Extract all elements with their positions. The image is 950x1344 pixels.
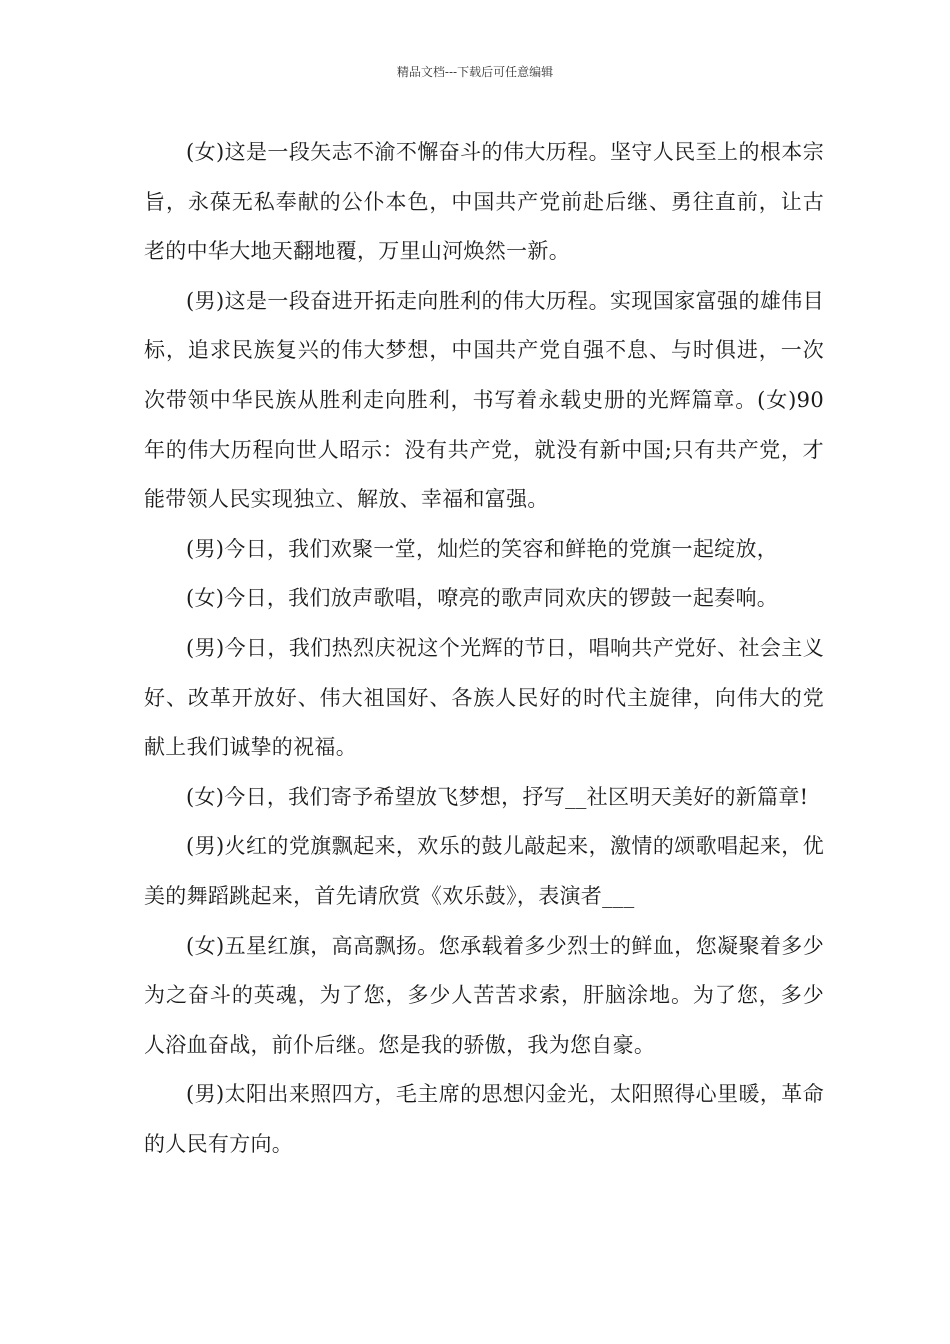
paragraph: (男)火红的党旗飘起来，欢乐的鼓儿敲起来，激情的颂歌唱起来，优美的舞蹈跳起来，首先请欣赏《欢乐鼓》，表演者___: [144, 834, 824, 908]
page-header: 精品文档---下载后可任意编辑: [396, 65, 554, 79]
paragraph: (女)五星红旗，高高飘扬。您承载着多少烈士的鲜血，您凝聚着多少为之奋斗的英魂，为了您，多少人苦苦求索，肝脑涂地。为了您，多少人浴血奋战，前仆后继。您是我的骄傲，我为您自豪。: [144, 933, 824, 1057]
paragraph: (男)太阳出来照四方，毛主席的思想闪金光，太阳照得心里暖，革命的人民有方向。: [144, 1082, 824, 1156]
document-body: [144, 128, 824, 1169]
paragraph: (女)今日，我们寄予希望放飞梦想，抒写__社区明天美好的新篇章!: [186, 784, 809, 809]
paragraph: (女)这是一段矢志不渝不懈奋斗的伟大历程。坚守人民至上的根本宗旨，永葆无私奉献的公仆本色，中国共产党前赴后继、勇往直前，让古老的中华大地天翻地覆，万里山河焕然一新。: [144, 140, 824, 264]
paragraph: (男)这是一段奋进开拓走向胜利的伟大历程。实现国家富强的雄伟目标，追求民族复兴的伟大梦想，中国共产党自强不息、与时俱进，一次次带领中华民族从胜利走向胜利，书写着永载史册的光辉篇章。(女)90年的伟大历程向世人昭示：没有共产党，就没有新中国;只有共产党，才能带领人民实现独立、解放、幸福和富强。: [144, 288, 824, 512]
paragraph: (男)今日，我们热烈庆祝这个光辉的节日，唱响共产党好、社会主义好、改革开放好、伟大祖国好、各族人民好的时代主旋律，向伟大的党献上我们诚挚的祝福。: [144, 635, 824, 760]
paragraph: (女)今日，我们放声歌唱，嘹亮的歌声同欢庆的锣鼓一起奏响。: [186, 586, 779, 611]
paragraph: (男)今日，我们欢聚一堂，灿烂的笑容和鲜艳的党旗一起绽放，: [186, 536, 779, 561]
